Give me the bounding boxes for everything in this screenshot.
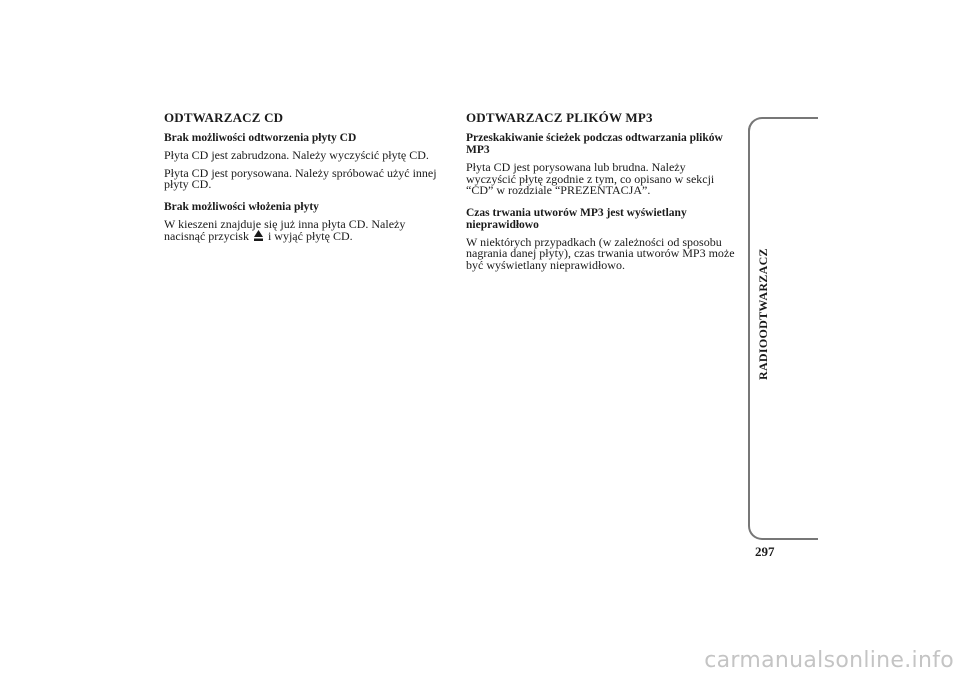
- left-column: [164, 110, 439, 250]
- paragraph-text-part1: W kieszeni znajduje się już inna płyta CD. Należy nacisnąć przycisk: [164, 216, 406, 243]
- paragraph-clean-disc: Płyta CD jest porysowana lub brudna. Należy wyczyścić płytę zgodnie z tym, co opisano w sekcji “CD” w rozdziale “PREZENTACJA”.: [466, 160, 715, 197]
- right-column: [466, 110, 736, 277]
- section-title-cd-player: ODTWARZACZ CD: [164, 110, 284, 125]
- subheading-cd-not-playing: Brak możliwości odtworzenia płyty CD: [164, 132, 357, 144]
- paragraph-cd-dirty: Płyta CD jest zabrudzona. Należy wyczyścić płytę CD.: [164, 148, 429, 162]
- watermark: carmanualsonline.info: [704, 648, 954, 673]
- paragraph-cd-already-inserted: [164, 216, 439, 244]
- subheading-cd-insert-fail: Brak możliwości włożenia płyty: [164, 200, 319, 213]
- section-title-mp3-player: ODTWARZACZ PLIKÓW MP3: [466, 110, 653, 125]
- page-number: 297: [755, 544, 775, 559]
- paragraph-cd-scratched: Płyta CD jest porysowana. Należy spróbować użyć innej płyty CD.: [164, 165, 437, 191]
- subheading-duration-incorrect: Czas trwania utworów MP3 jest wyświetlany nieprawidłowo: [466, 206, 687, 231]
- eject-icon: [254, 230, 263, 244]
- subheading-track-skipping: Przeskakiwanie ścieżek podczas odtwarzania plików MP3: [466, 132, 723, 156]
- paragraph-duration-note: W niektórych przypadkach (w zależności od sposobu nagrania danej płyty), czas trwania utworów MP3 może być wyświetlany nieprawidłowo.: [466, 234, 735, 272]
- chapter-label: RADIOODTWARZACZ: [756, 248, 770, 380]
- paragraph-text-part2: i wyjąć płytę CD.: [267, 229, 353, 243]
